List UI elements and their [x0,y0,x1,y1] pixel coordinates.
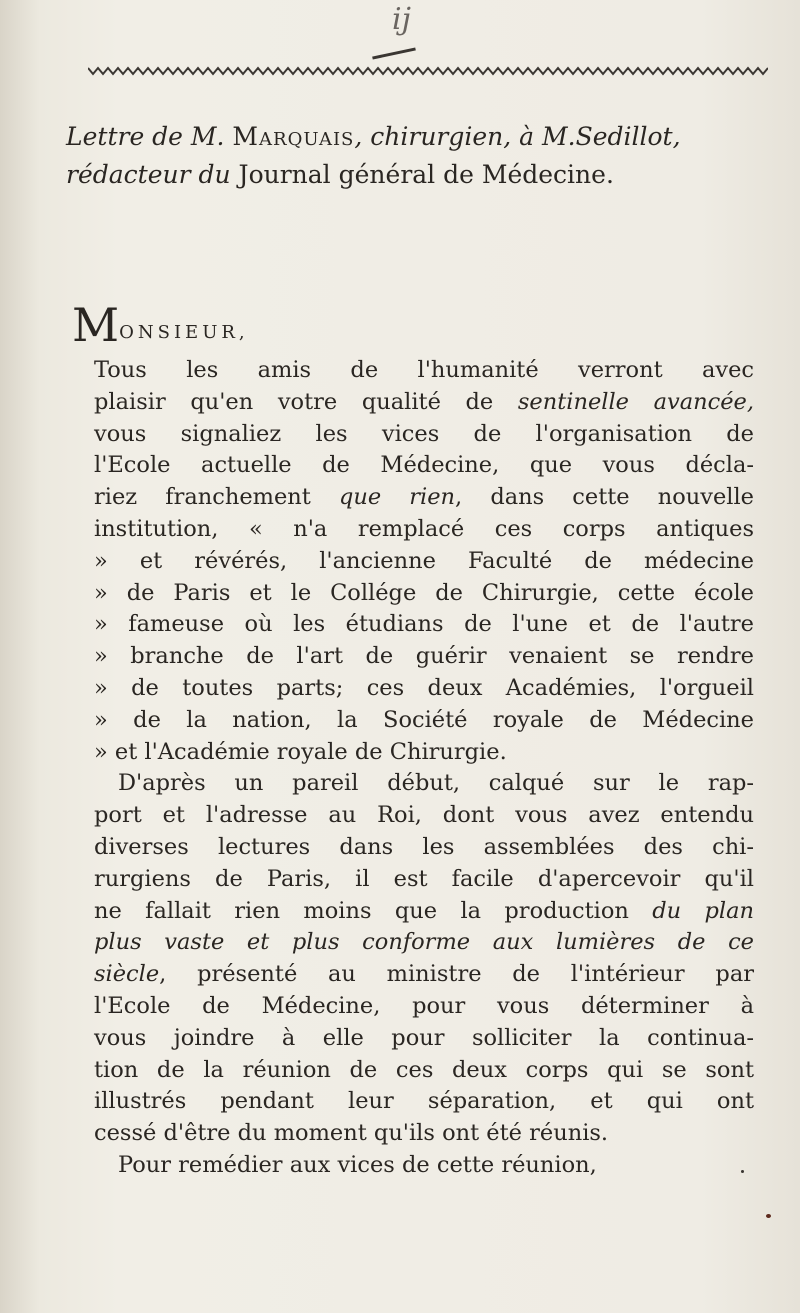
text-run: l'Ecole actuelle de Médecine, que vous décla- [94,452,754,479]
letter-body [94,355,754,1182]
italic-phrase: sentinelle avancée, [517,388,754,415]
text-run: riez franchement [94,484,339,511]
text-line [94,450,754,482]
text-run: , dans cette nouvelle [455,484,754,511]
text-line [94,959,754,991]
salutation [72,298,249,352]
text-run: institution, « n'a remplacé ces corps antiques [94,515,754,542]
italic-phrase: que rien [338,484,456,511]
heading-prefix: Lettre de M. [66,122,233,151]
text-line [94,546,754,578]
heading-line-2 [66,156,766,194]
drop-initial: M [72,298,120,352]
text-line [94,641,754,673]
text-run: » de toutes parts; ces deux Académies, l'orgueil [94,674,754,701]
text-line [94,514,754,546]
text-run: » et révérés, l'ancienne Faculté de médecine [94,547,754,574]
author-name: Marquais [232,122,355,151]
text-run: tion de la réunion de ces deux corps qui se sont [94,1056,754,1083]
text-run: illustrés pendant leur séparation, et qui ont [94,1088,754,1115]
page-mark: ij [392,2,411,37]
letter-heading [66,118,766,194]
heading-line-1 [66,118,766,156]
text-line [94,419,754,451]
salutation-rest: ONSIEUR, [119,322,249,343]
text-run: » de Paris et le Collége de Chirurgie, cette école [94,579,754,606]
ink-stroke [372,47,416,59]
text-run: » fameuse où les étudians de l'une et de l'autre [94,611,754,638]
italic-phrase: du plan [652,897,754,924]
heading-recipient: , chirurgien, à M.Sedillot, [354,122,681,151]
text-line [94,673,754,705]
text-run: » de la nation, la Société royale de Médecine [94,706,754,733]
text-run: ne fallait rien moins que la production [94,897,653,924]
text-line [94,1150,754,1182]
italic-phrase: plus vaste et plus conforme aux lumières de ce [94,929,754,956]
text-run: » branche de l'art de guérir venaient se rendre [94,643,754,670]
text-run: rurgiens de Paris, il est facile d'apercevoir qu'il [94,865,754,892]
text-line [94,832,754,864]
text-line [94,768,754,800]
italic-phrase: siècle [94,961,160,988]
ink-speck [741,1170,744,1173]
text-line [94,1055,754,1087]
text-run: vous signaliez les vices de l'organisation de [94,420,754,447]
text-run: vous joindre à elle pour solliciter la continua- [94,1024,754,1051]
ornament-rule [88,66,768,76]
text-run: D'après un pareil début, calqué sur le rap- [118,770,754,797]
text-line [94,737,754,769]
text-line [94,896,754,928]
text-run: Pour remédier aux vices de cette réunion, [118,1151,597,1178]
text-run: , présenté au ministre de l'intérieur par [159,961,754,988]
text-line [94,609,754,641]
text-line [94,1118,754,1150]
text-line [94,1086,754,1118]
text-line [94,927,754,959]
text-line [94,355,754,387]
text-run: plaisir qu'en votre qualité de [94,388,518,415]
text-line [94,800,754,832]
text-run: Tous les amis de l'humanité verront avec [94,357,754,383]
text-run: l'Ecole de Médecine, pour vous déterminer à [94,992,754,1019]
text-line [94,991,754,1023]
ink-speck [766,1214,771,1218]
text-run: diverses lectures dans les assemblées des chi- [94,833,754,860]
text-line [94,578,754,610]
text-run: port et l'adresse au Roi, dont vous avez entendu [94,802,754,829]
text-line [94,705,754,737]
text-line [94,387,754,419]
text-line [94,1023,754,1055]
text-line [94,482,754,514]
text-line [94,864,754,896]
journal-title: Journal général de Médecine. [238,160,614,189]
heading-role: rédacteur du [66,160,239,189]
text-run: » et l'Académie royale de Chirurgie. [94,738,507,765]
text-run: cessé d'être du moment qu'ils ont été réunis. [94,1120,609,1147]
